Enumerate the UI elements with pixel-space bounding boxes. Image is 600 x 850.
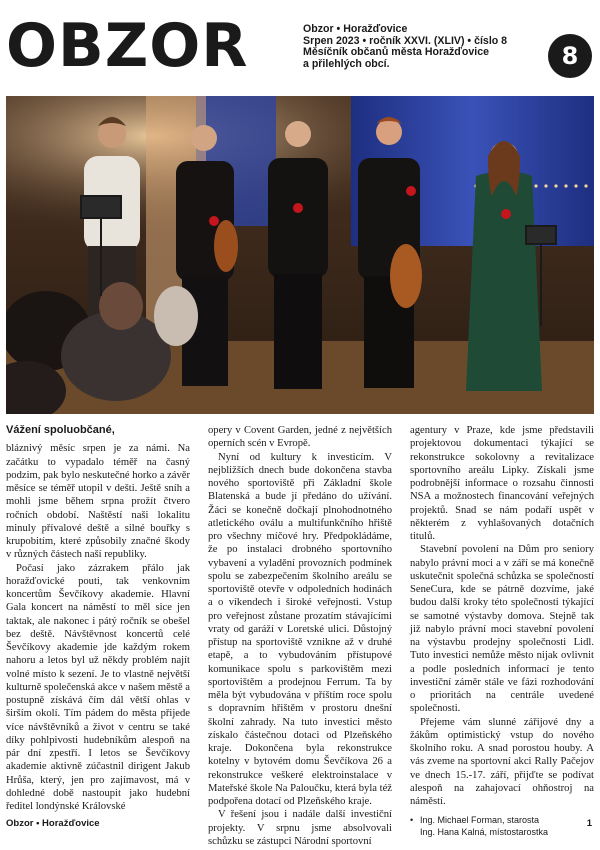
cover-photo [6, 96, 594, 414]
page-number: 1 [586, 818, 592, 829]
masthead-line: Srpen 2023 • ročník XXVI. (XLIV) • číslo 8 [303, 34, 508, 47]
article-paragraph: opery v Covent Garden, jedné z největších operních scén v Evropě. [208, 425, 392, 450]
signature-deputy-mayor: Ing. Hana Kalná, místostarostka [420, 827, 549, 838]
article-paragraph: Nyní od kultury k investicím. V nejbližších dnech bude dokončena stavba nového sportoviště při Základní škole Blatenská a bude jí předáno do užívání. Žáci se konečně dočkají plnohodnotného atletického oválu a multifunkčního hřiště pro všechny míčové hry. Předpokládáme, že po instalaci drobného sportovního vybavení a vyladění provozních podmínek spolu se zabezpečením školního areálu se sportoviště otevře v odpoledních hodinách a o víkendech i široké veřejnosti. Vstup pro veřejnost zůstane prozatím stávajícími vraty od garáží v Loretské ulici. Důstojný přístup na sportoviště vznikne až v druhé etapě, a to vybudováním přístupové komunikace spolu s parkovištěm mezi sportovištěm a prodejnou Ferrum. Ta by měla být vybudována v příštím roce spolu s dopravním hřištěm v prostoru dnešní školní zahrady. Na tuto investici město získalo částečnou dotaci od Plzeňského kraje. Dokončena byla rekonstrukce kotelny v bytovém domu Ševčíkova 26 a rekonstrukce veškeré elektroinstalace v Mateřské škole Na Paloučku, která byla též podpořena dotací od Plzeňského kraje. [208, 451, 392, 807]
article-paragraph: V řešení jsou i nadále další investiční projekty. V srpnu jsme absolvovali schůzku se zástupci Národní sportovní [208, 809, 392, 847]
article-column-3 [410, 424, 594, 838]
masthead-line: a přilehlých obcí. [303, 57, 390, 70]
bullet-icon: • [410, 815, 414, 826]
concert-photo-illustration [6, 96, 594, 414]
article-paragraph: Stavební povolení na Dům pro seniory nabylo právní moci a v září se má konečně uskutečnit společná schůzka se společností SeneCura, kde se pátrně dozvíme, jaké budou další kroky této společnosti týkající se samotné výstavby domova. Stejně tak již nabylo právní moci stavební povolení na výstavbu prodejny společnosti Lidl. Tuto investici nemůže město nijak ovlivnit a podle posledních informací je tento investiční záměr stále ve fázi rozhodování o prioritách na centrále uvedené společnosti. [410, 544, 594, 715]
article-paragraph: Počasí jako zázrakem přálo jak horažďovické pouti, tak venkovním koncertům Ševčíkovy akademie. Hlavní Gala koncert na náměstí to měl sice jen taktak, ale nakonec i pátý ročník se obešel bez deště. Návštěvnost koncertů celé Ševčíkovy akademie jde každým rokem nahoru a letos byl už někdy problém najít volné místo k sezení. Je to vlastně největší kulturně společenská akce v našem městě a postupně získává čím dál větší ohlas v širším okolí. Tím pádem do města přijede více návštěvníků a život v centru se také díky pohlpivosti hudebníkům alespoň na pár dní zpestří. I letos se Ševčíkovy akademie aktivně zúčastnil dirigent Jakub Hrůša, který, jen pro zajímavost, má v dohledné době nastoupit jako hudební ředitel londýnské Královské [6, 562, 190, 812]
article-column-1 [6, 424, 190, 813]
signature-mayor: Ing. Michael Forman, starosta [420, 815, 540, 826]
article-paragraph: bláznivý měsíc srpen je za námi. Na začátku to vypadalo téměř na časný podzim, pak bylo neskutečné horko a závěr měsíce se téměř utopil v dešti. Ještě sníh a mohli jsme během srpna prožít čtvero ročních období. Naštěstí naši lokalitu minuly přívalové deště a silné bouřky s krupobitím, které způsobily značné škody v různých částech naší republiky. [6, 443, 190, 561]
masthead-line: Obzor • Horažďovice [303, 23, 408, 35]
musician-5 [466, 141, 542, 391]
article-paragraph: Přejeme vám slunné zářijové dny a žákům optimistický vstup do nového školního roku. A snad porostou houby. A vás zveme na sportovní akci Rally Pačejov ve dnech 15.-17. září, přijďte se podívat alespoň na zahajovací ohňostroj na náměstí. [410, 716, 594, 807]
footer-publication: Obzor • Horažďovice [6, 818, 100, 829]
musician-3 [268, 121, 328, 389]
masthead-logo: OBZOR [6, 11, 249, 81]
masthead [0, 0, 600, 94]
masthead-meta [303, 24, 533, 70]
article-paragraph: agentury v Praze, kde jsme představili projektovou dokumentaci týkající se rekonstrukce sokolovny a revitalizace sportovního areálu Lipky. Získali jsme podrobnější informace o rozsahu činnosti NSA a možnostech financování veřejných projektů. Snad se nám podaří uspět v některém z vyhlašovaných dotačních titulů. [410, 425, 594, 542]
masthead-line: Měsíčník občanů města Horažďovice [303, 46, 490, 58]
article-column-2 [208, 424, 392, 848]
page-footer [6, 818, 594, 829]
issue-number-badge: 8 [548, 34, 592, 78]
article-greeting: Vážení spoluobčané, [6, 424, 115, 436]
